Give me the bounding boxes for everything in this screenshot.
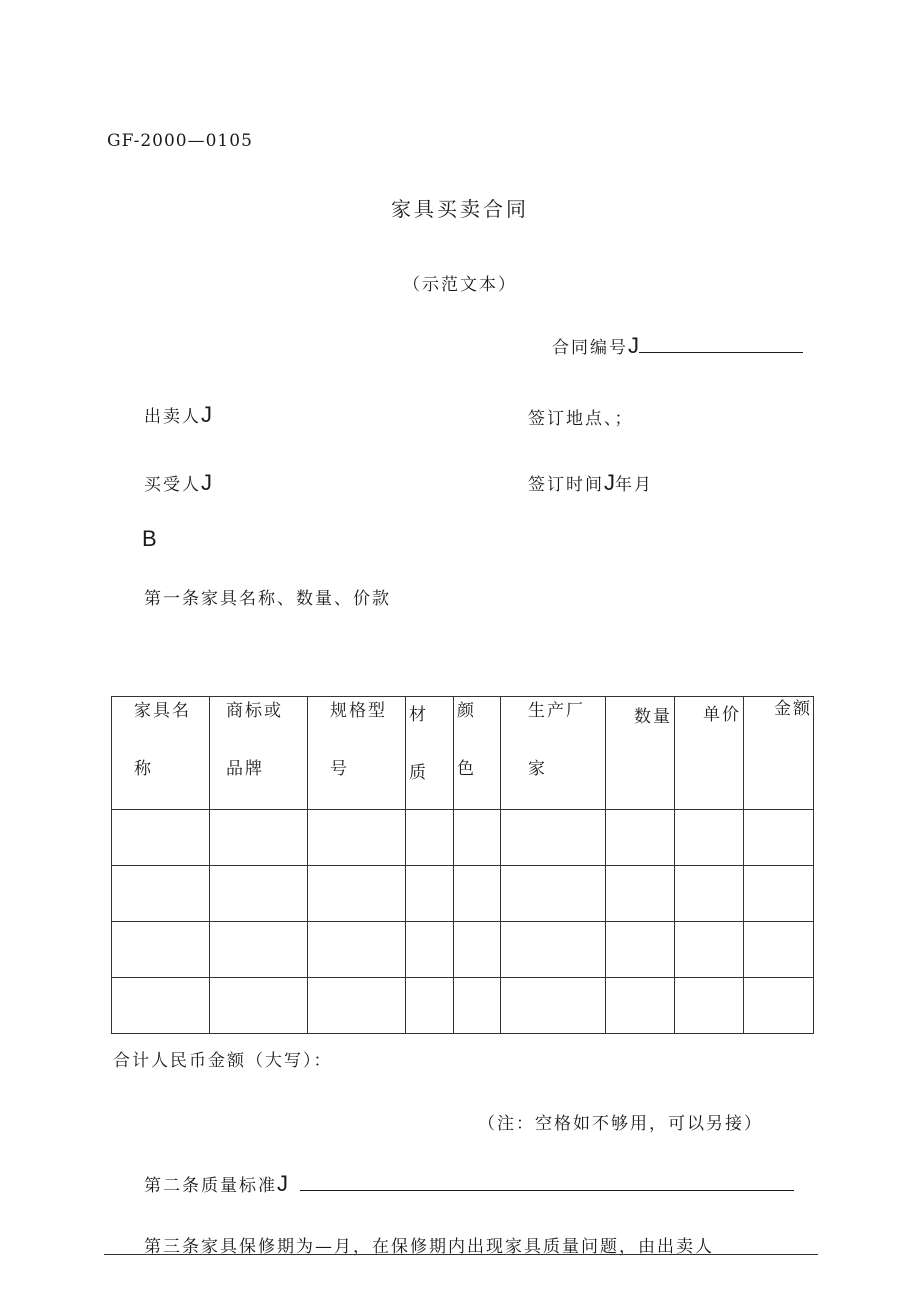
header-line-1: 单价 [703,705,741,725]
signing-time-suffix: 年月 [615,475,653,495]
header-line-2: 称 [134,759,153,779]
table-row [112,978,814,1034]
table-row [112,866,814,922]
header-cell [606,697,675,810]
seller-field [144,402,212,428]
table-cell[interactable] [675,866,744,922]
header-line-1: 材 [409,705,428,725]
table-cell[interactable] [406,810,454,866]
header-line-2: 质 [409,763,428,783]
signing-place-label: 签订地点、； [528,409,634,429]
header-cell [501,697,606,810]
table-cell[interactable] [675,810,744,866]
header-cell [406,697,454,810]
table-cell[interactable] [744,978,814,1034]
table-cell[interactable] [744,810,814,866]
header-line-2: 色 [457,759,476,779]
buyer-label: 买受人 [144,475,201,495]
table-cell[interactable] [744,922,814,978]
table-cell[interactable] [210,978,308,1034]
total-amount-label: 合计人民币金额（大写）： [113,1051,333,1071]
article-2-heading: 第二条质量标准 [144,1176,277,1196]
seller-label: 出卖人 [144,407,201,427]
header-cell [675,697,744,810]
contract-number-blank [639,334,803,353]
table-row [112,922,814,978]
table-cell[interactable] [675,922,744,978]
table-cell[interactable] [675,978,744,1034]
article-2-field [144,1171,794,1197]
header-line-1: 生产厂 [528,701,585,721]
header-cell [210,697,308,810]
table-cell[interactable] [406,978,454,1034]
table-cell[interactable] [454,978,501,1034]
header-cell [112,697,210,810]
header-line-1: 数量 [634,707,672,727]
table-cell[interactable] [112,978,210,1034]
document-code: GF-2000—0105 [107,131,253,151]
table-row [112,810,814,866]
header-cell [744,697,814,810]
table-header-row [112,697,814,810]
table-cell[interactable] [112,810,210,866]
document-subtitle: （示范文本） [403,275,517,295]
table-cell[interactable] [308,978,406,1034]
marker-b: B [142,526,157,551]
seller-glyph: J [201,402,212,427]
table-cell[interactable] [501,866,606,922]
header-line-2: 家 [528,759,547,779]
table-cell[interactable] [406,922,454,978]
table-cell[interactable] [308,922,406,978]
buyer-field [144,470,212,496]
table-cell[interactable] [606,978,675,1034]
contract-number-glyph: J [628,333,639,358]
page-bottom-rule [104,1254,818,1255]
table-cell[interactable] [210,810,308,866]
header-line-1: 规格型 [330,701,387,721]
document-title: 家具买卖合同 [391,197,529,221]
furniture-table [111,696,814,1034]
header-line-2: 号 [330,759,349,779]
contract-number-field [552,333,803,359]
contract-number-label: 合同编号 [552,338,628,358]
article-3-text: 第三条家具保修期为—月，在保修期内出现家具质量问题，由出卖人 [144,1237,714,1257]
quality-standard-blank [300,1172,794,1191]
table-cell[interactable] [501,810,606,866]
table-cell[interactable] [454,810,501,866]
signing-time-label: 签订时间 [528,475,604,495]
signing-time-field [528,470,653,496]
header-line-1: 颜 [457,701,476,721]
header-line-2: 品牌 [226,759,264,779]
table-cell[interactable] [606,810,675,866]
signing-time-glyph: J [604,470,615,495]
article-1-heading: 第一条家具名称、数量、价款 [144,589,391,609]
header-line-1: 家具名 [134,701,191,721]
table-cell[interactable] [210,922,308,978]
table-cell[interactable] [606,922,675,978]
table-note: （注：空格如不够用，可以另接） [478,1114,763,1134]
table-cell[interactable] [406,866,454,922]
table-cell[interactable] [308,810,406,866]
header-line-1: 金额 [774,699,812,719]
table-cell[interactable] [744,866,814,922]
table-cell[interactable] [112,866,210,922]
header-line-1: 商标或 [226,701,283,721]
article-2-glyph: J [277,1171,288,1196]
table-cell[interactable] [454,922,501,978]
header-cell [454,697,501,810]
table-cell[interactable] [308,866,406,922]
header-cell [308,697,406,810]
table-cell[interactable] [606,866,675,922]
table-cell[interactable] [210,866,308,922]
table-cell[interactable] [501,922,606,978]
table-cell[interactable] [112,922,210,978]
buyer-glyph: J [201,470,212,495]
table-cell[interactable] [454,866,501,922]
table-cell[interactable] [501,978,606,1034]
